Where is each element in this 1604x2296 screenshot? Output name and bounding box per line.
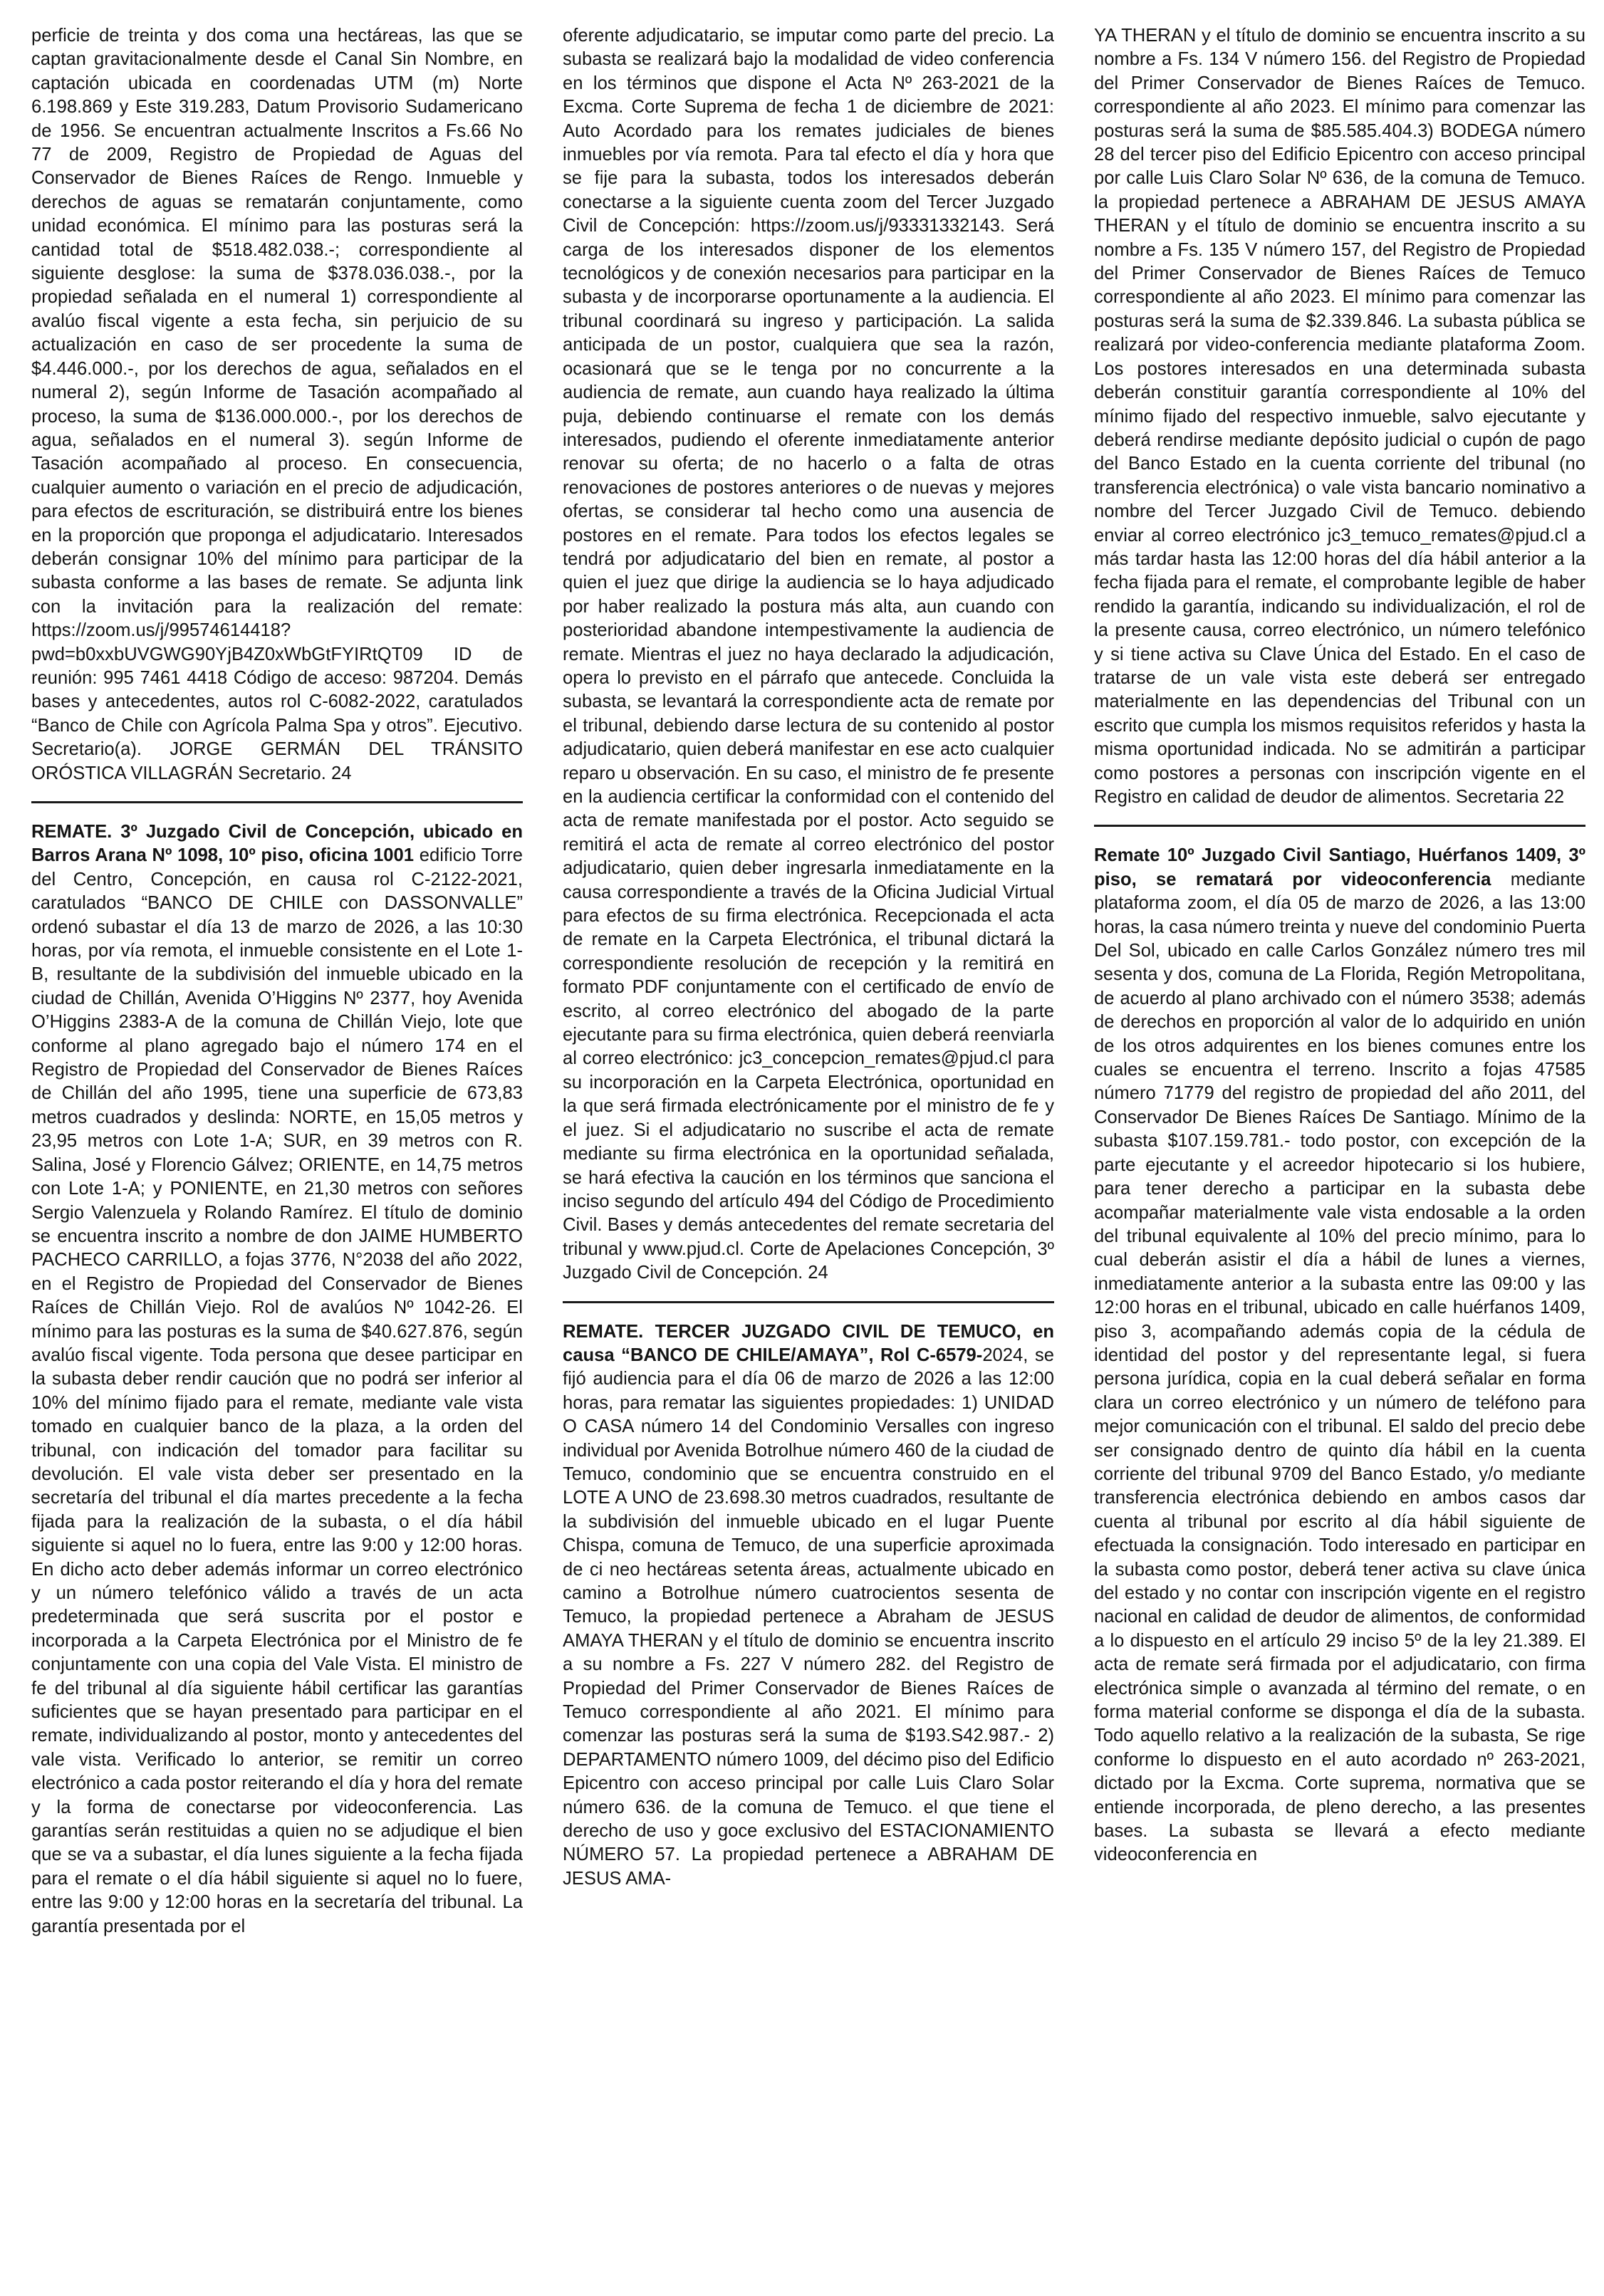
notice-body: perficie de treinta y dos coma una hectáreas, las que se captan gravitacionalmente desde el Canal Sin Nombre, en captación ubicada en coordenadas UTM (m) Norte 6.198.869 y Este 319.283, Datum Provisorio Sudamericano de 1956. Se encuentran actualmente Inscritos a Fs.66 No 77 de 2009, Registro de Propiedad de Aguas del Conservador de Bienes Raíces de Rengo. Inmueble y derechos de aguas se rematarán conjuntamente, como unidad económica. El mínimo para las posturas será la cantidad total de $518.482.038.-; correspondiente al siguiente desglose: la suma de $378.036.038.-, por la propiedad señalada en el numeral 1) correspondiente al avalúo fiscal vigente a esta fecha, sin perjuicio de su actualización en caso de ser procedente la suma de $4.446.000.-, por los derechos de agua, señalados en el numeral 2), según Informe de Tasación acompañado al proceso, la suma de $136.000.000.-, por los derechos de agua, señalados en el numeral 3). según Informe de Tasación acompañado al proceso. En consecuencia, cualquier aumento o variación en el precio de adjudicación, para efectos de escrituración, se distribuirá entre los bienes en la proporción que proponga el adjudicatario. Interesados deberán consignar 10% del mínimo para participar de la subasta conforme a las bases de remate. Se adjunta link con la invitación para la realización del remate: https://zoom.us/j/99574614418?pwd=b0xxbUVGWG90YjB4Z0xWbGtFYIRtQT09 ID de reunión: 995 7461 4418 Código de acceso: 987204. Demás bases y antecedentes, autos rol C-6082-2022, caratulados “Banco de Chile con Agrícola Palma Spa y otros”. Ejecutivo. Secretario(a). JORGE GERMÁN DEL TRÁNSITO ORÓSTICA VILLAGRÁN Secretario. 24 [31,26,523,783]
classified-columns [31,24,1585,2289]
notice-body: edificio Torre del Centro, Concepción, en causa rol C-2122-2021, caratulados “BANCO DE CHILE con DASSONVALLE” ordenó subastar el día 13 de marzo de 2026, a las 10:30 horas, por vía remota, el inmueble consistente en el Lote 1-B, resultante de la subdivisión del inmueble ubicado en la ciudad de Chillán, Avenida O’Higgins Nº 2377, hoy Avenida O’Higgins 2383-A de la comuna de Chillán Viejo, lote que conforme al plano agregado bajo el número 174 en el Registro de Propiedad del Conservador de Bienes Raíces de Chillán del año 1995, tiene una superficie de 673,83 metros cuadrados y deslinda: NORTE, en 15,05 metros y 23,95 metros con Lote 1-A; SUR, en 39 metros con R. Salina, José y Florencio Gálvez; ORIENTE, en 14,75 metros con Lote 1-A; y PONIENTE, en 21,30 metros con señores Sergio Valenzuela y Rolando Ramírez. El título de dominio se encuentra inscrito a nombre de don JAIME HUMBERTO PACHECO CARRILLO, a fojas 3776, N°2038 del año 2022, en el Registro de Propiedad del Conservador de Bienes Raíces de Chillán Viejo. Rol de avalúos Nº 1042-26. El mínimo para las posturas es la suma de $40.627.876, según avalúo fiscal vigente. Toda persona que desee participar en la subasta deber rendir caución que no podrá ser inferior al 10% del mínimo fijado para el remate, mediante vale vista tomado en cualquier banco de la plaza, a la orden del tribunal, con indicación del tomador para facilitar su devolución. El vale vista deber ser presentado en la secretaría del tribunal el día martes precedente a la fecha fijada para la realización de la subasta, o el día hábil siguiente si aquel no lo fuera, entre las 9:00 y 12:00 horas. En dicho acto deber además informar un correo electrónico y un número telefónico válido a través de un acta predeterminada que será suscrita por el postor e incorporada a la Carpeta Electrónica por el Ministro de fe conjuntamente con una copia del Vale Vista. El ministro de fe del tribunal al día siguiente hábil certificar las garantías suficientes que se hayan presentado para participar en el remate, individualizando al postor, monto y antecedentes del vale vista. Verificado lo anterior, se remitir un correo electrónico a cada postor reiterando el día y hora del remate y la forma de conectarse por videoconferencia. Las garantías serán restituidas a quien no se adjudique el bien que se va a subastar, el día lunes siguiente a la fecha fijada para el remate o el día hábil siguiente si aquel no lo fuere, entre las 9:00 y 12:00 horas en la secretaría del tribunal. La garantía presentada por el [31,845,523,1936]
notice-heading: REMATE. 3º Juzgado Civil de Concepción, ubicado en Barros Arana Nº 1098, 10º piso, oficina 1001 [31,822,523,866]
notice-body: 2024, se fijó audiencia para el día 06 de marzo de 2026 a las 12:00 horas, para rematar las siguientes propiedades: 1) UNIDAD O CASA número 14 del Condominio Versalles con ingreso individual por Avenida Botrolhue número 460 de la ciudad de Temuco, condominio que se encuentra construido en el LOTE A UNO de 23.698.30 metros cuadrados, resultante de la subdivisión del inmueble ubicado en el lugar Puente Chispa, comuna de Temuco, de una superficie aproximada de ci neo hectáreas setenta áreas, actualmente ubicado en camino a Botrolhue número cuatrocientos sesenta de Temuco, la propiedad pertenece a Abraham de JESUS AMAYA THERAN y el título de dominio se encuentra inscrito a su nombre a Fs. 227 V número 282. del Registro de Propiedad del Primer Conservador de Bienes Raíces de Temuco correspondiente al año 2021. El mínimo para comenzar las posturas será la suma de $193.S42.987.- 2) DEPARTAMENTO número 1009, del décimo piso del Edificio Epicentro con acceso principal por calle Luis Claro Solar número 636. de la comuna de Temuco. el que tiene el derecho de uso y goce exclusivo del ESTACIONAMIENTO NÚMERO 57. La propiedad pertenece a ABRAHAM DE JESUS AMA- [563,1345,1054,1889]
notice-continuation [563,24,1054,1285]
column-2 [563,24,1054,2289]
notice-body: oferente adjudicatario, se imputar como parte del precio. La subasta se realizará bajo la modalidad de video conferencia en los términos que dispone el Acta Nº 263-2021 de la Excma. Corte Suprema de fecha 1 de diciembre de 2021: Auto Acordado para los remates judiciales de bienes inmuebles por vía remota. Para tal efecto el día y hora que se fije para la subasta, todos los interesados deberán conectarse a la siguiente cuenta zoom del Tercer Juzgado Civil de Concepción: https://zoom.us/j/93331332143. Será carga de los interesados disponer de los elementos tecnológicos y de conexión necesarios para participar en la subasta y de incorporarse oportunamente a la audiencia. El tribunal coordinará su ingreso y participación. La salida anticipada de un postor, cualquiera que sea la razón, ocasionará que se le tenga por no concurrente a la audiencia de remate, aun cuando haya realizado la última puja, debiendo continuarse el remate con los demás interesados, pudiendo el oferente inmediatamente anterior renovar su oferta; de no hacerlo o a falta de otras renovaciones de postores anteriores o de nuevas y mejores ofertas, se considerar tal hecho como una ausencia de postores en el remate. Para todos los efectos legales se tendrá por adjudicatario del bien en remate, al postor a quien el juez que dirige la audiencia se lo haya adjudicado por haber realizado la postura más alta, aun cuando con posterioridad abandone intempestivamente la audiencia de remate. Mientras el juez no haya declarado la adjudicación, opera lo previsto en el párrafo que antecede. Concluida la subasta, se levantará la correspondiente acta de remate por el tribunal, debiendo darse lectura de su contenido al postor adjudicatario, quien deberá manifestar en ese acto cualquier reparo u observación. En su caso, el ministro de fe presente en la audiencia certificar la conformidad con el contenido del acta de remate manifestada por el postor. Acto seguido se remitirá el acta de remate al correo electrónico del postor adjudicatario, quien deber ingresarla inmediatamente en la causa correspondiente a través de la Oficina Judicial Virtual para efectos de su firma electrónica. Recepcionada el acta de remate en la Carpeta Electrónica, el tribunal dictará la correspondiente resolución de recepción y la remitirá en formato PDF conjuntamente con el certificado de envío de escrito, al correo electrónico del abogado de la parte ejecutante para su firma electrónica, quien deberá reenviarla al correo electrónico: jc3_concepcion_remates@pjud.cl para su incorporación en la Carpeta Electrónica, oportunidad en la que será firmada electrónicamente por el ministro de fe y el juez. Si el adjudicatario no suscribe el acta de remate mediante su firma electrónica en la oportunidad señalada, se hará efectiva la caución en los términos que sanciona el inciso segundo del artículo 494 del Código de Procedimiento Civil. Bases y demás antecedentes del remate secretaria del tribunal y www.pjud.cl. Corte de Apelaciones Concepción, 3º Juzgado Civil de Concepción. 24 [563,26,1054,1283]
notice-divider [31,801,523,803]
notice-divider [563,1301,1054,1303]
notice-continuation [31,24,523,786]
column-1 [31,24,523,2289]
notice-remate-concepcion [31,820,523,1938]
notice-heading: REMATE. TERCER JUZGADO CIVIL DE TEMUCO, en causa “BANCO DE CHILE/AMAYA”, Rol C-6579- [563,1321,1054,1365]
notice-body: mediante plataforma zoom, el día 05 de marzo de 2026, a las 13:00 horas, la casa número treinta y nueve del condominio Puerta Del Sol, ubicado en calle Carlos González número tres mil sesenta y dos, comuna de La Florida, Región Metropolitana, de acuerdo al plano archivado con el número 3538; además de derechos en proporción al valor de lo adquirido en unión de los otros adquirentes en los bienes comunes entre los cuales se encuentra el terreno. Inscrito a fojas 47585 número 71779 del registro de propiedad del año 2011, del Conservador De Bienes Raíces De Santiago. Mínimo de la subasta $107.159.781.- todo postor, con excepción de la parte ejecutante y el acreedor hipotecario si los hubiere, para tener derecho a participar en la subasta debe acompañar materialmente vale vista endosable a la orden del tribunal equivalente al 10% del precio mínimo, para lo cual deberán asistir el día a hábil de lunes a viernes, inmediatamente anterior a la subasta entre las 09:00 y las 12:00 horas en el tribunal, ubicado en calle huérfanos 1409, piso 3, acompañando además copia de la cédula de identidad del postor y del representante legal, si fuera persona jurídica, copia en la cual deberá señalar en forma clara un correo electrónico y un número de teléfono para mejor comunicación con el tribunal. El saldo del precio debe ser consignado dentro de quinto día hábil en la cuenta corriente del tribunal 9709 del Banco Estado, y/o mediante transferencia electrónica debiendo en ambos casos dar cuenta al tribunal por escrito al día hábil siguiente de efectuada la consignación. Todo interesado en participar en la subasta como postor, deberá tener activa su clave única del estado y no contar con inscripción vigente en el registro nacional en calidad de deudor de alimentos, de conformidad a lo dispuesto en el artículo 29 inciso 5º de la ley 21.389. El acta de remate será firmada por el adjudicatario, con firma electrónica simple o avanzada al término del remate, o en forma material conforme se disponga el día de la subasta. Todo aquello relativo a la realización de la subasta, Se rige conforme lo dispuesto en el auto acordado nº 263-2021, dictado por la Excma. Corte suprema, normativa que se entiende incorporada, de pleno derecho, a las presentes bases. La subasta se llevará a efecto mediante videoconferencia en [1094,869,1585,1865]
column-3 [1094,24,1585,2289]
notice-divider [1094,825,1585,827]
notice-continuation [1094,24,1585,809]
notice-remate-santiago [1094,844,1585,1867]
notice-body: YA THERAN y el título de dominio se encuentra inscrito a su nombre a Fs. 134 V número 156. del Registro de Propiedad del Primer Conservador de Bienes Raíces de Temuco. correspondiente al año 2023. El mínimo para comenzar las posturas será la suma de $85.585.404.3) BODEGA número 28 del tercer piso del Edificio Epicentro con acceso principal por calle Luis Claro Solar Nº 636, de la comuna de Temuco. la propiedad pertenece a ABRAHAM DE JESUS AMAYA THERAN y el título de dominio se encuentra inscrito a su nombre a Fs. 135 V número 157, del Registro de Propiedad del Primer Conservador de Bienes Raíces de Temuco correspondiente al año 2023. El mínimo para comenzar las posturas será la suma de $2.339.846. La subasta pública se realizará por video-conferencia mediante plataforma Zoom. Los postores interesados en una determinada subasta deberán constituir garantía correspondiente al 10% del mínimo fijado del respectivo inmueble, salvo ejecutante y deberá rendirse mediante depósito judicial o cupón de pago del Banco Estado en la cuenta corriente del tribunal (no transferencia electrónica) o vale vista bancario nominativo a nombre del Tercer Juzgado Civil de Temuco. debiendo enviar al correo electrónico jc3_temuco_remates@pjud.cl a más tardar hasta las 12:00 horas del día hábil anterior a la fecha fijada para el remate, el comprobante legible de haber rendido la garantía, indicando su individualización, el rol de la presente causa, correo electrónico, un número telefónico y si tiene activa su Clave Única del Estado. En el caso de tratarse de un vale vista este deberá ser entregado materialmente en las dependencias del Tribunal con un escrito que cumpla los mismos requisitos referidos y hasta la misma oportunidad indicada. No se admitirán a participar como postores a personas con inscripción vigente en el Registro en calidad de deudor de alimentos. Secretaria 22 [1094,26,1585,807]
notice-heading: Remate 10º Juzgado Civil Santiago, Huérfanos 1409, 3º piso, se rematará por videoconferencia [1094,845,1585,889]
notice-remate-temuco [563,1320,1054,1891]
